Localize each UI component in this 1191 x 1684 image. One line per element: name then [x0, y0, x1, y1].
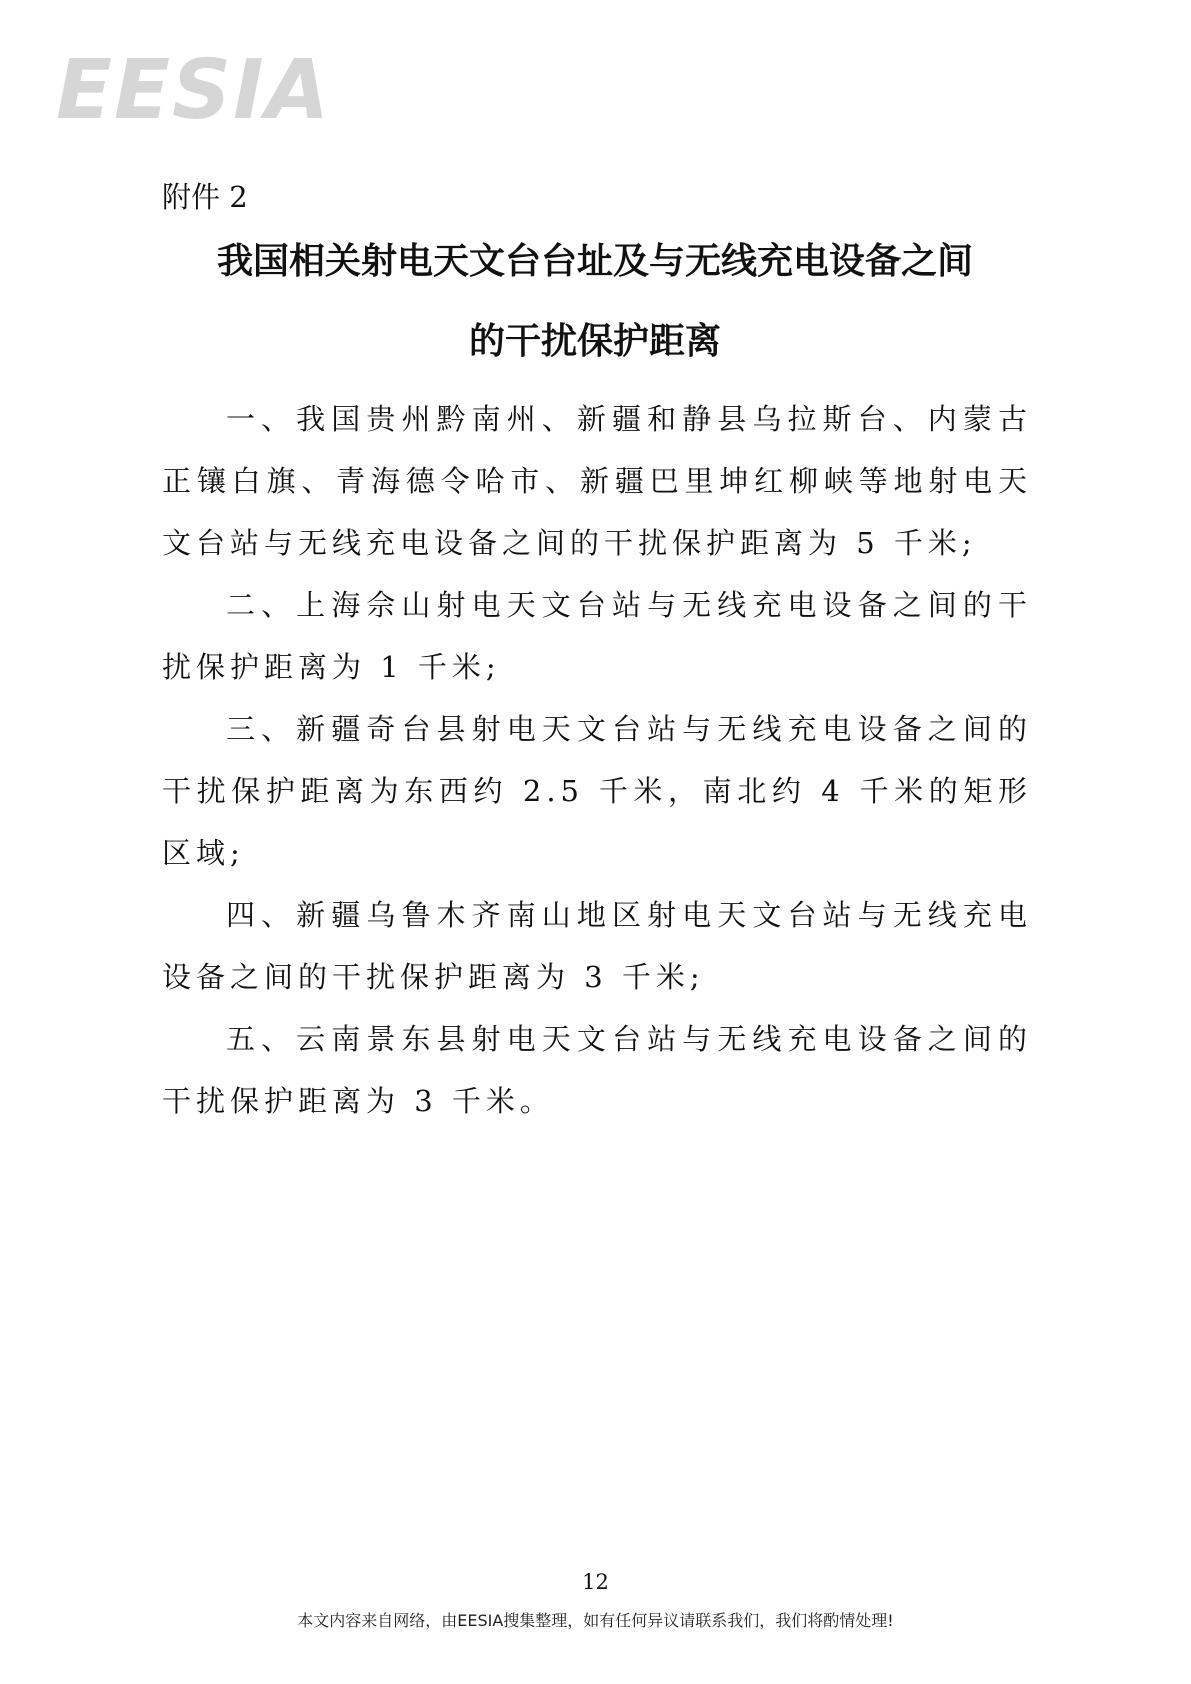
- page-number: 12: [582, 1570, 609, 1594]
- paragraph-item-4: 四、新疆乌鲁木齐南山地区射电天文台站与无线充电设备之间的干扰保护距离为 3 千米;: [162, 898, 1032, 994]
- document-body: [162, 388, 1032, 1132]
- paragraph-item-2: 二、上海佘山射电天文台站与无线充电设备之间的干扰保护距离为 1 千米;: [162, 588, 1032, 684]
- eesia-watermark-logo: EESIA: [56, 43, 332, 138]
- paragraph-item-3: 三、新疆奇台县射电天文台站与无线充电设备之间的干扰保护距离为东西约 2.5 千米，南北约 4 千米的矩形区域;: [162, 712, 1032, 870]
- document-title-line-1: 我国相关射电天文台台址及与无线充电设备之间: [216, 241, 973, 282]
- attachment-label: 附件 2: [162, 180, 248, 214]
- paragraph-item-1: 一、我国贵州黔南州、新疆和静县乌拉斯台、内蒙古正镶白旗、青海德令哈市、新疆巴里坤红柳峡等地射电天文台站与无线充电设备之间的干扰保护距离为 5 千米;: [162, 402, 1032, 560]
- footer-note: 本文内容来自网络，由EESIA搜集整理，如有任何异议请联系我们，我们将酌情处理!: [297, 1611, 894, 1630]
- paragraph-item-5: 五、云南景东县射电天文台站与无线充电设备之间的干扰保护距离为 3 千米。: [162, 1022, 1032, 1118]
- document-title-line-2: 的干扰保护距离: [468, 321, 721, 362]
